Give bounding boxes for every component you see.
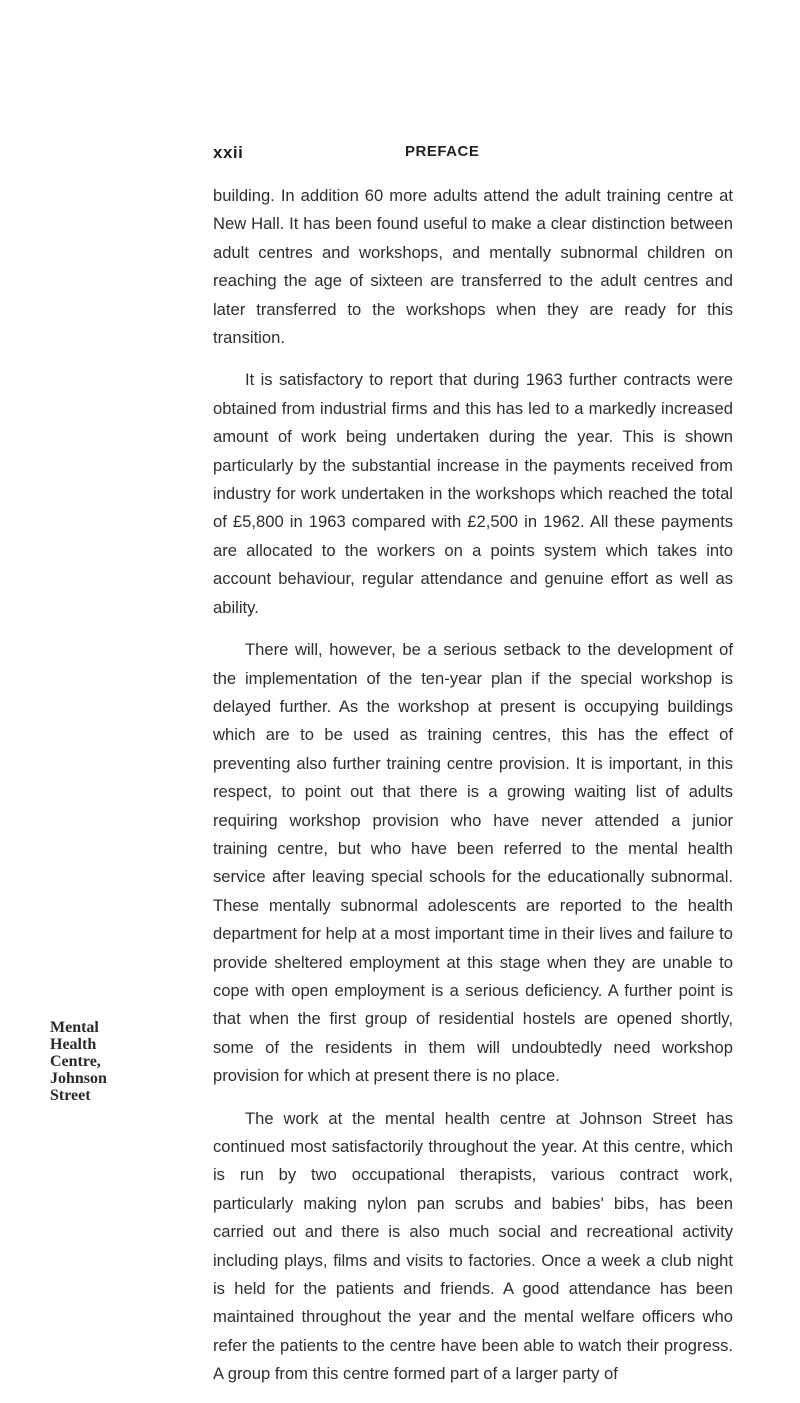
margin-note-line: Street bbox=[50, 1087, 91, 1104]
margin-note-line: Centre, bbox=[50, 1053, 101, 1070]
paragraph: The work at the mental health centre at Johnson Street has continued most satisfactorily throughout the year. At this centre, which is run by two occupational therapists, various contract work, particularly making nylon pan scrubs and babies' bibs, has been carried out and there is also much social and recreational activity including plays, films and visits to factories. Once a week a club night is held for the patients and friends. A good attendance has been maintained throughout the year and the mental welfare officers who refer the patients to the centre have been able to watch their progress. A group from this centre formed part of a larger party of bbox=[213, 1108, 733, 1384]
margin-note-line: Johnson bbox=[50, 1070, 107, 1087]
paragraph: There will, however, be a serious setback to the development of the implementation of the ten-year plan if the special workshop is delayed further. As the workshop at present is occupying buildings which are to be used as training centres, this has the effect of preventing also further training centre provision. It is important, in this respect, to point out that there is a growing waiting list of adults requiring workshop provision who have never attended a junior training centre, but who have been referred to the mental health service after leaving special schools for the educationally subnormal. These mentally subnormal adolescents are reported to the health department for help at a most important time in their lives and failure to provide sheltered employment at this stage when they are unable to cope with open employment is a serious deficiency. A further point is that when the first group of residential hostels are opened shortly, some of the residents in them will undoubtedly need workshop provision for which at present there is no place. bbox=[213, 640, 733, 1086]
margin-note-line: Mental bbox=[50, 1019, 99, 1036]
running-head: PREFACE bbox=[405, 143, 480, 160]
margin-note-line: Health bbox=[50, 1036, 97, 1053]
body-text bbox=[213, 182, 733, 1403]
paragraph: It is satisfactory to report that during 1963 further contracts were obtained from industrial firms and this has led to a markedly increased amount of work being undertaken during the year. This is shown particularly by the substantial increase in the payments received from industry for work undertaken in the workshops which reached the total of £5,800 in 1963 compared with £2,500 in 1962. All these payments are allocated to the workers on a points system which takes into account behaviour, regular attendance and genuine effort as well as ability. bbox=[213, 370, 733, 617]
margin-note bbox=[50, 1019, 160, 1104]
paragraph: building. In addition 60 more adults attend the adult training centre at New Hall. It has been found useful to make a clear distinction between adult centres and workshops, and mentally subnormal children on reaching the age of sixteen are transferred to the adult centres and later transferred to the workshops when they are ready for this transition. bbox=[213, 186, 733, 348]
page-number: xxii bbox=[213, 143, 244, 162]
